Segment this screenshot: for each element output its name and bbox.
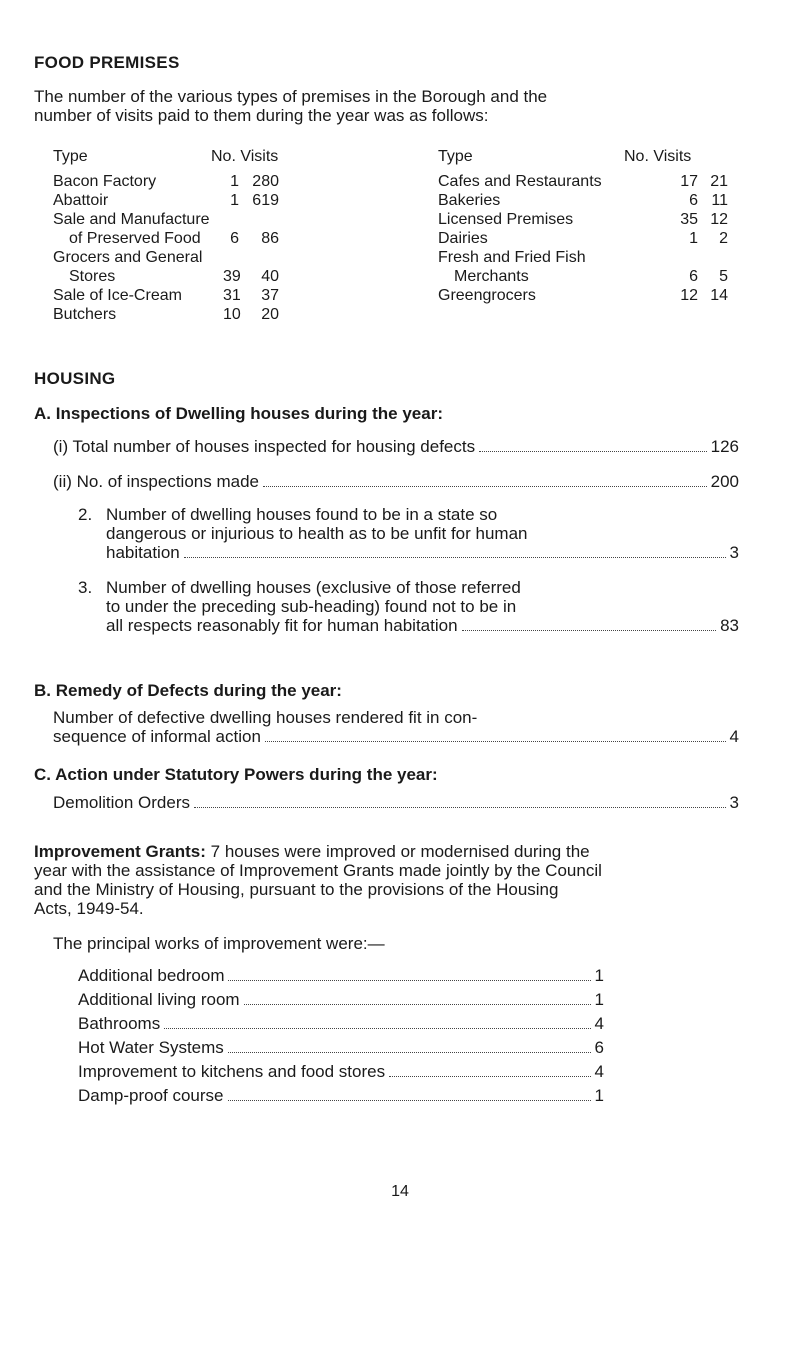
premises-count: 6 [689,268,698,285]
informal-action-value: 4 [729,727,739,746]
work-label: Additional bedroom [78,966,225,985]
dot-leader [164,1028,590,1029]
housing-title: HOUSING [34,369,116,388]
table-row [53,286,293,305]
dot-leader [184,557,726,558]
visits-count: 280 [252,173,279,190]
list-item [78,1014,604,1038]
table-row [53,267,293,286]
improvement-grants-line-1 [34,842,590,861]
table-row [438,172,748,191]
improvement-grants-line-3: and the Ministry of Housing, pursuant to the provisions of the Housing [34,880,559,899]
premises-count: 35 [680,211,698,228]
visits-count: 86 [261,230,279,247]
premises-type: Licensed Premises [438,211,574,228]
work-label: Bathrooms [78,1014,161,1033]
visits-count: 21 [710,173,728,190]
houses-inspected-row [53,437,739,456]
visits-count: 5 [719,268,728,285]
dot-leader [389,1076,590,1077]
right-premises-table [438,172,748,305]
works-intro: The principal works of improvement were:— [53,934,385,953]
item-3-line-1: Number of dwelling houses (exclusive of those referred [106,578,521,597]
houses-inspected-label: (i) Total number of houses inspected for housing defects [53,437,476,456]
dot-leader [479,451,707,452]
premises-type: Abattoir [53,192,109,209]
dot-leader [194,807,726,808]
work-value: 4 [594,1062,604,1081]
work-value: 1 [594,990,604,1009]
table-row [53,172,293,191]
table-row [438,210,748,229]
left-header-type: Type [53,148,88,165]
premises-type: Merchants [454,268,529,285]
not-fit-houses-value: 83 [720,616,739,635]
dot-leader [228,1100,591,1101]
inspections-made-row [53,472,739,491]
item-2-number: 2. [78,505,93,524]
work-label: Additional living room [78,990,240,1009]
section-b-line-1: Number of defective dwelling houses rendered fit in con- [53,708,478,727]
visits-count: 12 [710,211,728,228]
table-row [438,191,748,210]
item-3-number: 3. [78,578,93,597]
improvement-grants-line-4: Acts, 1949-54. [34,899,144,918]
dot-leader [228,1052,591,1053]
informal-action-label: sequence of informal action [53,727,261,746]
premises-type: Bacon Factory [53,173,157,190]
improvement-grants-line-2: year with the assistance of Improvement Grants made jointly by the Council [34,861,602,880]
table-row [53,305,293,324]
premises-type: Sale and Manufacture [53,211,210,228]
table-row [53,248,293,267]
not-fit-houses-row [106,616,739,635]
informal-action-row [53,727,739,746]
inspections-made-label: (ii) No. of inspections made [53,472,259,491]
premises-count: 1 [689,230,698,247]
premises-type: Bakeries [438,192,501,209]
premises-count: 10 [223,306,241,323]
premises-count: 12 [680,287,698,304]
dot-leader [244,1004,591,1005]
list-item [78,990,604,1014]
visits-count: 37 [261,287,279,304]
table-row [53,229,293,248]
premises-type: Greengrocers [438,287,536,304]
table-row [53,191,293,210]
dot-leader [263,486,707,487]
work-value: 1 [594,966,604,985]
premises-type: Dairies [438,230,488,247]
table-row [438,286,748,305]
list-item [78,1086,604,1110]
premises-count: 6 [689,192,698,209]
right-header-no-visits: No. Visits [624,148,692,165]
work-label: Improvement to kitchens and food stores [78,1062,386,1081]
visits-count: 2 [719,230,728,247]
list-item [78,966,604,990]
houses-inspected-value: 126 [710,437,739,456]
premises-count: 6 [230,230,239,247]
list-item [78,1038,604,1062]
page-number: 14 [391,1183,409,1200]
food-premises-title: FOOD PREMISES [34,53,180,72]
premises-type: of Preserved Food [69,230,201,247]
premises-type: Sale of Ice-Cream [53,287,182,304]
food-intro-line-2: number of visits paid to them during the year was as follows: [34,106,489,125]
unfit-houses-label: habitation [106,543,180,562]
premises-type: Stores [69,268,116,285]
not-fit-houses-label: all respects reasonably fit for human habitation [106,616,458,635]
premises-type: Fresh and Fried Fish [438,249,586,266]
premises-count: 17 [680,173,698,190]
dot-leader [265,741,726,742]
table-row [438,248,748,267]
work-label: Damp-proof course [78,1086,224,1105]
work-value: 1 [594,1086,604,1105]
work-value: 4 [594,1014,604,1033]
item-2-line-1: Number of dwelling houses found to be in a state so [106,505,498,524]
table-row [53,210,293,229]
section-a-heading: A. Inspections of Dwelling houses during the year: [34,404,443,423]
visits-count: 20 [261,306,279,323]
premises-count: 1 [230,173,239,190]
premises-type: Grocers and General [53,249,203,266]
left-premises-table [53,172,293,324]
premises-count: 1 [230,192,239,209]
premises-type: Cafes and Restaurants [438,173,602,190]
visits-count: 40 [261,268,279,285]
right-header-type: Type [438,148,473,165]
table-row [438,267,748,286]
dot-leader [228,980,590,981]
dot-leader [462,630,717,631]
premises-count: 31 [223,287,241,304]
list-item [78,1062,604,1086]
item-3-line-2: to under the preceding sub-heading) found not to be in [106,597,517,616]
unfit-houses-row [106,543,739,562]
improvement-grants-text: 7 houses were improved or modernised during the [210,842,590,861]
premises-count: 39 [223,268,241,285]
item-2-line-2: dangerous or injurious to health as to be unfit for human [106,524,528,543]
demolition-orders-row [53,793,739,812]
demolition-orders-value: 3 [729,793,739,812]
section-b-heading: B. Remedy of Defects during the year: [34,681,342,700]
table-row [438,229,748,248]
section-c-heading: C. Action under Statutory Powers during the year: [34,765,438,784]
unfit-houses-value: 3 [729,543,739,562]
visits-count: 619 [252,192,279,209]
visits-count: 14 [710,287,728,304]
left-header-no-visits: No. Visits [211,148,279,165]
works-list [78,966,604,1110]
premises-type: Butchers [53,306,117,323]
demolition-orders-label: Demolition Orders [53,793,190,812]
improvement-grants-heading: Improvement Grants: [34,842,206,861]
work-value: 6 [594,1038,604,1057]
inspections-made-value: 200 [710,472,739,491]
visits-count: 11 [711,192,728,209]
food-intro-line-1: The number of the various types of premises in the Borough and the [34,87,548,106]
work-label: Hot Water Systems [78,1038,224,1057]
